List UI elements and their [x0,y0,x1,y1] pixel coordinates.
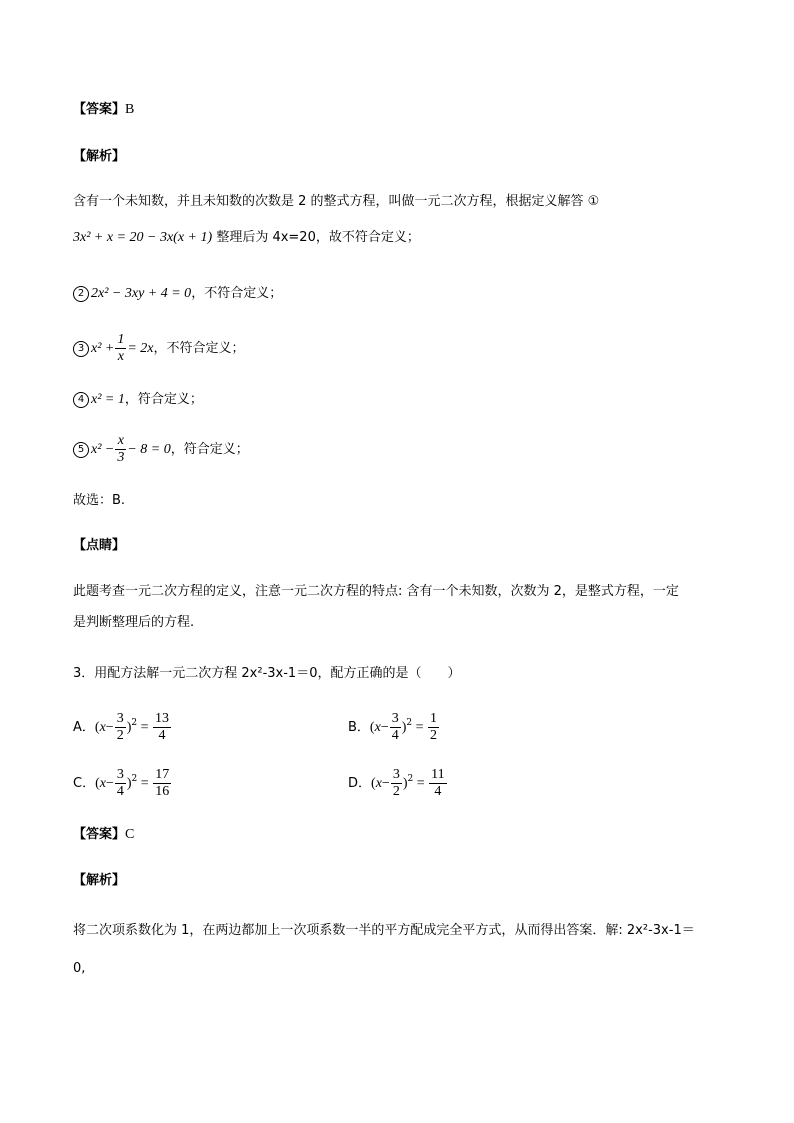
fraction-numerator: 13 [155,711,170,726]
fraction-1-over-x [115,332,126,365]
fraction-numerator: 3 [391,711,399,726]
equals-sign: = [413,776,429,791]
answer-row [73,101,134,119]
analysis-3-line-2: 0, [73,961,86,976]
fraction-denominator: 4 [116,784,124,799]
open-paren: ( [369,720,375,735]
analysis-intro: 含有一个未知数，并且未知数的次数是 2 的整式方程，叫做一元二次方程，根据定义解答 ① [73,194,600,209]
fraction-denominator: 4 [158,728,166,743]
close-paren: ) [126,776,132,791]
circled-number-3: 3 [73,341,89,357]
option-c-label: C． [73,776,96,791]
close-paren: ) [126,720,132,735]
fraction-x-over-3 [115,433,126,466]
exponent: 2 [406,718,413,728]
circled-number-4: 4 [73,392,89,408]
fraction-numerator: 1 [430,711,438,726]
minus-sign: − [380,720,389,735]
option-b[interactable] [348,709,440,747]
option-d-fraction [391,767,402,800]
comment-tag: 【点睛】 [73,538,126,553]
answer-3-tag: 【答案】 [73,827,126,842]
option-b-rhs [428,711,439,744]
option-a-fraction [115,711,126,744]
analysis-item-5 [73,433,249,467]
option-c-fraction [115,767,126,800]
fraction-numerator: 3 [392,767,400,782]
option-d-label: D． [348,776,372,791]
option-b-label: B． [348,720,370,735]
analysis-3-line-1: 将二次项系数化为 1，在两边都加上一次项系数一半的平方配成完全平方式，从而得出答案．解: 2x²-3x-1＝ [73,923,695,938]
analysis-3-tag-row [73,872,125,890]
fraction-denominator: 2 [116,728,124,743]
answer-3-value: C [125,827,135,842]
equals-sign: = [137,776,153,791]
exponent: 2 [407,774,414,784]
equation-5-note: ，符合定义； [170,442,249,457]
equation-2: 2x² − 3xy + 4 = 0 [91,286,192,301]
circled-number-5: 5 [73,442,89,458]
variable-x: x [99,776,106,791]
fraction-denominator: 4 [391,728,399,743]
equation-3-post: = 2x [127,341,154,356]
option-a-label: A． [73,720,95,735]
variable-x: x [99,720,106,735]
equation-2-note: ，不符合定义； [191,286,283,301]
equation-5-pre: x² − [91,442,115,457]
option-d[interactable] [348,765,448,803]
option-b-fraction [390,711,401,744]
equation-1-note: 整理后为 4x=20，故不符合定义； [216,230,420,245]
minus-sign: − [381,776,390,791]
analysis-item-3 [73,332,245,366]
fraction-numerator: 3 [116,711,124,726]
circled-number-2: 2 [73,286,89,302]
equation-4: x² = 1 [91,392,125,407]
analysis-tag-row [73,148,125,166]
analysis-tag: 【解析】 [73,149,126,164]
comment-line-2: 是判断整理后的方程. [73,615,195,630]
equals-sign: = [412,720,428,735]
question-3-stem: 3．用配方法解一元二次方程 2x²-3x-1＝0，配方正确的是（ ） [73,666,461,681]
variable-x: x [375,776,382,791]
equation-3-note: ，不符合定义； [153,341,245,356]
fraction-numerator: x [115,433,126,450]
analysis-item-2 [73,285,282,303]
answer-value: B [125,102,135,117]
open-paren: ( [94,720,100,735]
fraction-denominator: 3 [117,450,125,465]
equation-3-pre: x² + [91,341,115,356]
equals-sign: = [137,720,153,735]
fraction-denominator: 2 [392,784,400,799]
option-a[interactable] [73,709,172,747]
equation-4-note: ，符合定义； [124,392,203,407]
variable-x: x [374,720,381,735]
answer-3-row [73,826,134,844]
close-paren: ) [402,776,408,791]
option-c-rhs [153,767,171,800]
exponent: 2 [131,718,138,728]
fraction-numerator: 1 [117,332,125,347]
equation-5-post: − 8 = 0 [127,442,171,457]
analysis-item-1 [73,229,420,247]
comment-tag-row [73,537,125,555]
analysis-item-4 [73,391,203,409]
equation-1: 3x² + x = 20 − 3x(x + 1) [73,230,213,245]
open-paren: ( [371,776,376,791]
option-a-rhs [153,711,171,744]
minus-sign: − [105,720,114,735]
option-c[interactable] [73,765,172,803]
analysis-conclusion: 故选：B. [73,493,126,508]
open-paren: ( [95,776,100,791]
option-d-rhs [429,767,446,800]
exponent: 2 [131,774,138,784]
fraction-denominator: 16 [155,784,170,799]
fraction-denominator: 2 [430,728,438,743]
fraction-numerator: 3 [116,767,124,782]
fraction-numerator: 17 [155,767,170,782]
minus-sign: − [105,776,114,791]
fraction-denominator: 4 [434,784,442,799]
answer-tag: 【答案】 [73,102,126,117]
comment-line-1: 此题考查一元二次方程的定义，注意一元二次方程的特点: 含有一个未知数，次数为 2，是整式方程，一定 [73,584,679,599]
analysis-3-tag: 【解析】 [73,873,126,888]
fraction-numerator: 11 [431,767,445,782]
close-paren: ) [401,720,407,735]
fraction-denominator: x [117,349,124,364]
